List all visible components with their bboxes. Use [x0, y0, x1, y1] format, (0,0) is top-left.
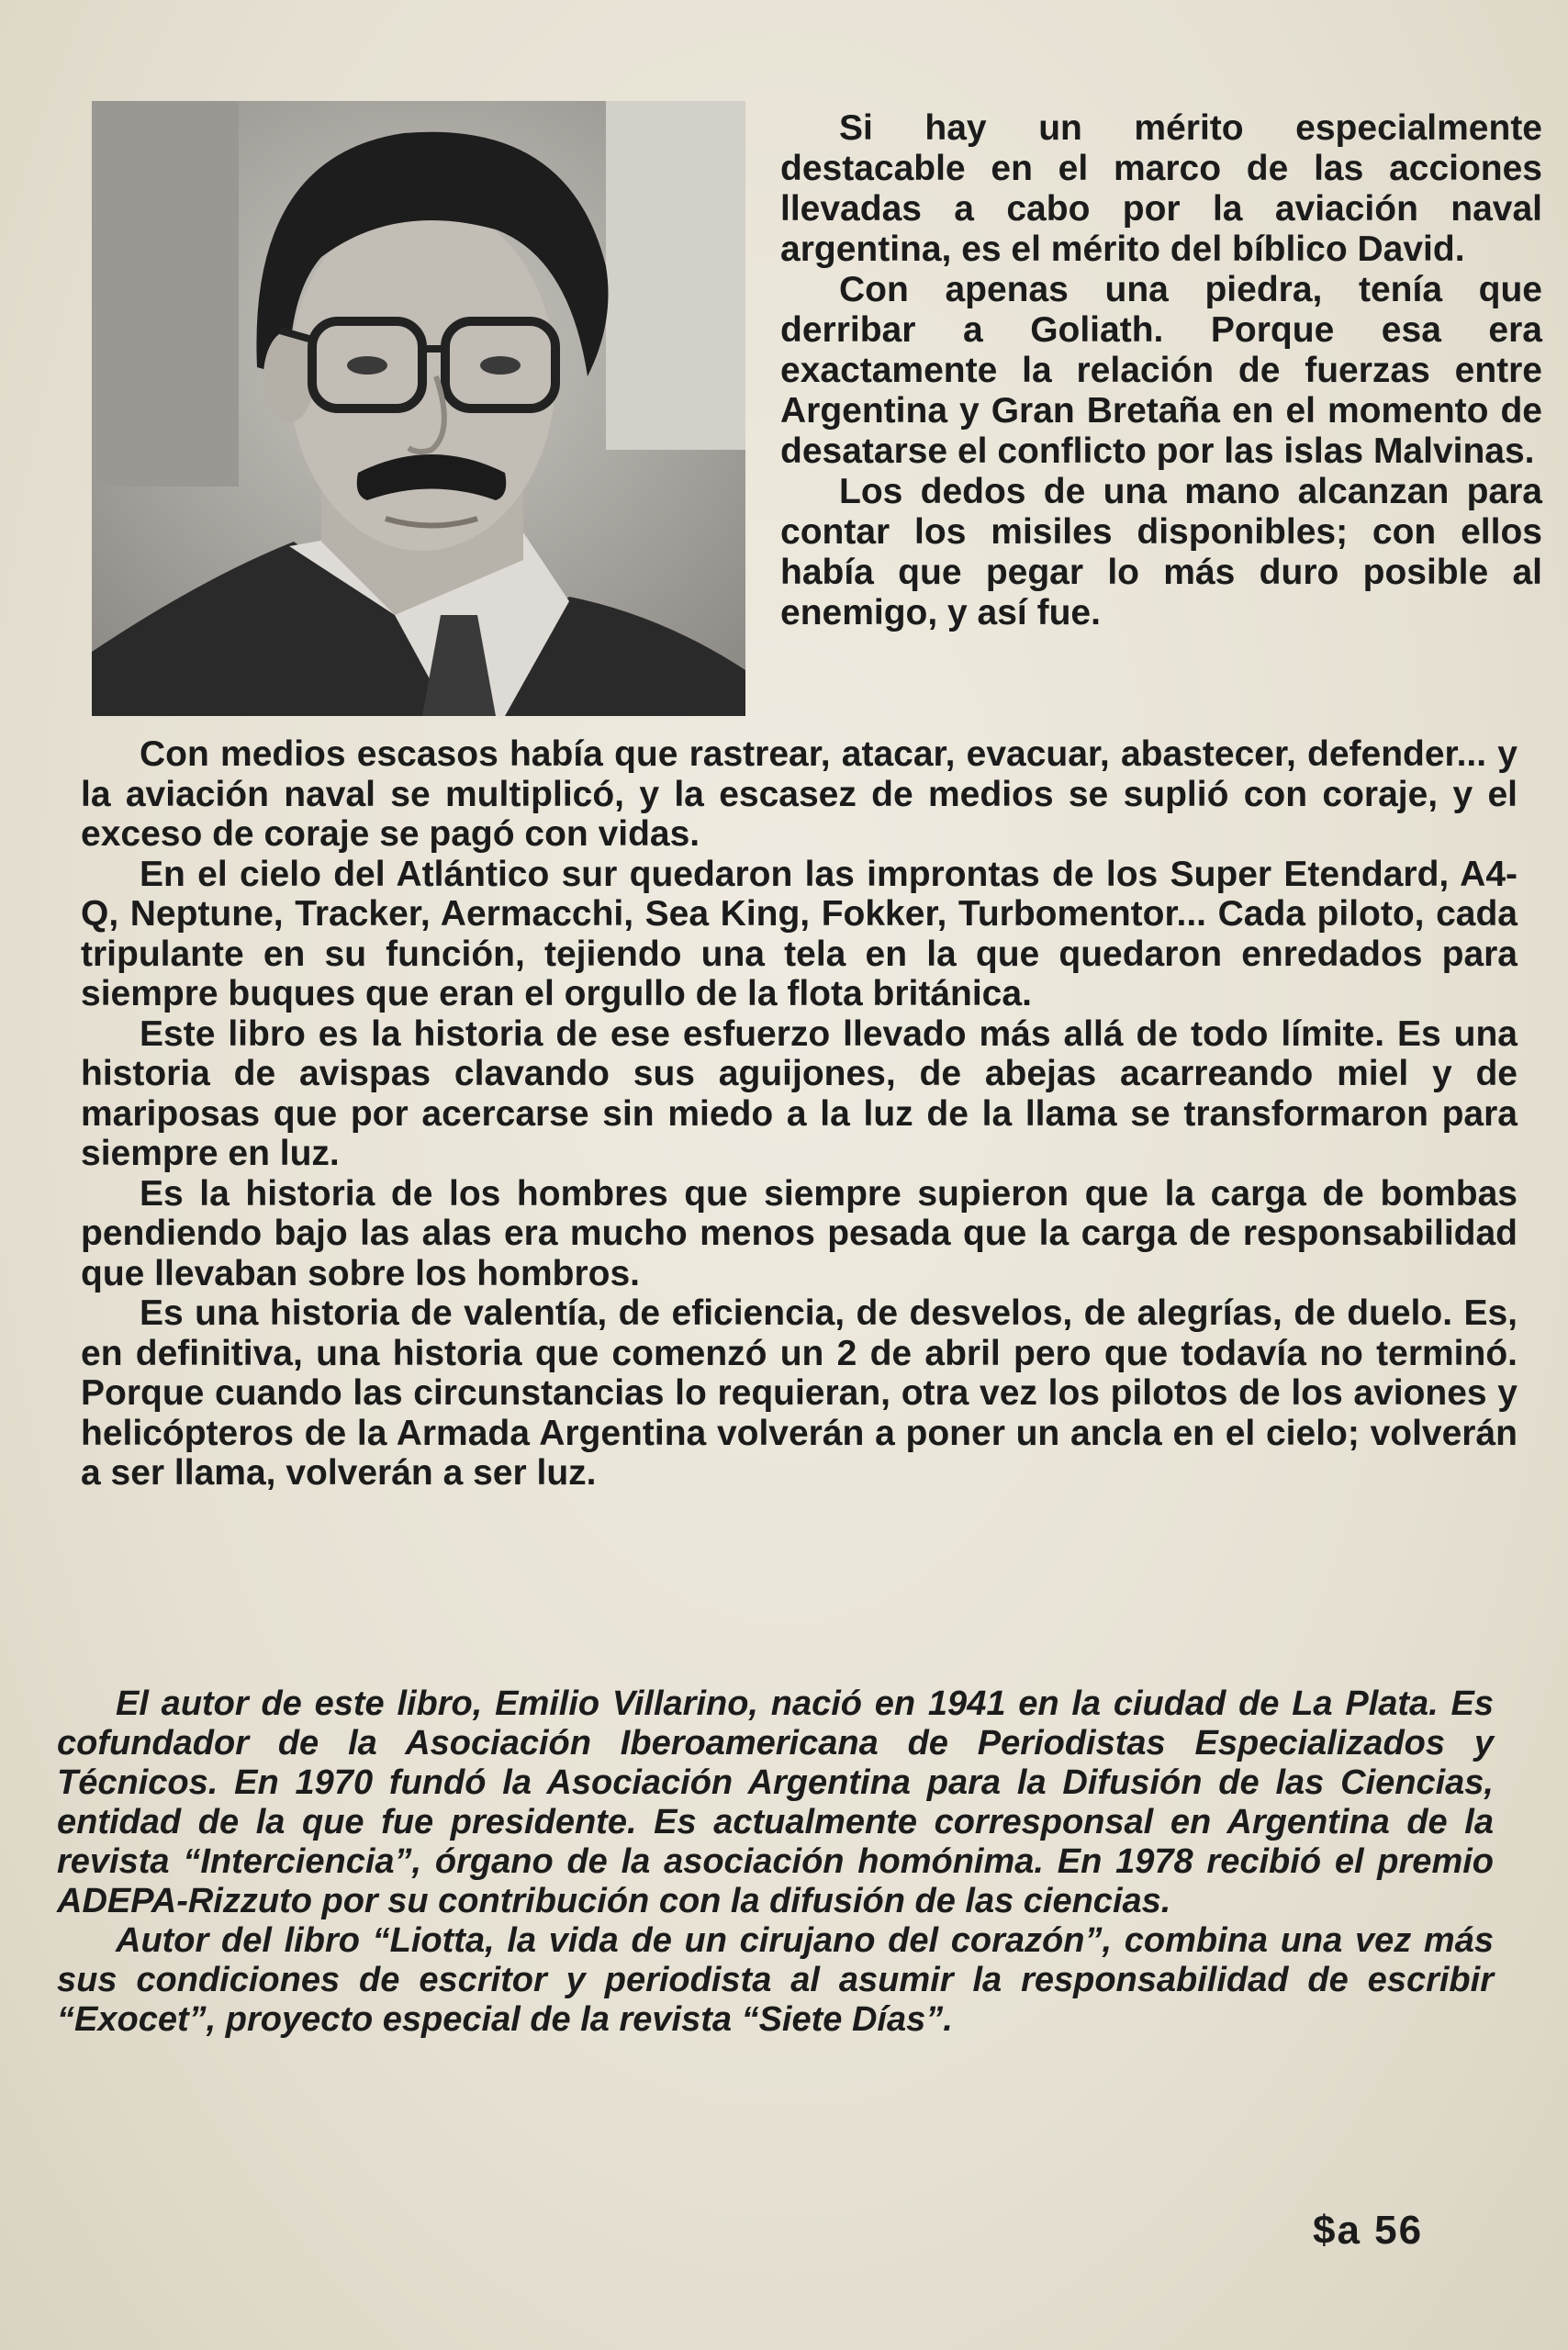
- price-label: $a 56: [1313, 2208, 1424, 2253]
- paragraph: Si hay un mérito especialmente destacable en el marco de las acciones llevadas a cabo por la aviación naval argentina, es el mérito del bíblico David.: [780, 108, 1542, 269]
- paragraph: El autor de este libro, Emilio Villarino, nació en 1941 en la ciudad de La Plata. Es cofundador de la Asociación Iberoamericana de Periodistas Especializados y Técnicos. En 1970 fundó la Asociación Argentina para la Difusión de las Ciencias, entidad de la que fue presidente. Es actualmente corresponsal en Argentina de la revista “Interciencia”, órgano de la asociación homónima. En 1978 recibió el premio ADEPA-Rizzuto por su contribución con la difusión de las ciencias.: [57, 1684, 1494, 1920]
- paragraph: En el cielo del Atlántico sur quedaron las improntas de los Super Etendard, A4-Q, Neptune, Tracker, Aermacchi, Sea King, Fokker, Turbomentor... Cada piloto, cada tripulante en su función, tejiendo una tela en la que quedaron enredados para siempre buques que eran el orgullo de la flota británica.: [81, 854, 1518, 1013]
- intro-column: [780, 108, 1542, 633]
- author-bio: [57, 1684, 1494, 2040]
- main-text: [81, 734, 1518, 1494]
- author-photo: [92, 101, 745, 716]
- paragraph: Es una historia de valentía, de eficiencia, de desvelos, de alegrías, de duelo. Es, en definitiva, una historia que comenzó un 2 de abril pero que todavía no terminó. Porque cuando las circunstancias lo requieran, otra vez los pilotos de los aviones y helicópteros de la Armada Argentina volverán a poner un ancla en el cielo; volverán a ser llama, volverán a ser luz.: [81, 1293, 1518, 1493]
- paragraph: Este libro es la historia de ese esfuerzo llevado más allá de todo límite. Es una historia de avispas clavando sus aguijones, de abejas acarreando miel y de mariposas que por acercarse sin miedo a la luz de la llama se transformaron para siempre en luz.: [81, 1013, 1518, 1173]
- paragraph: Los dedos de una mano alcanzan para contar los misiles disponibles; con ellos había que pegar lo más duro posible al enemigo, y así fue.: [780, 472, 1542, 632]
- paragraph: Con medios escasos había que rastrear, atacar, evacuar, abastecer, defender... y la aviación naval se multiplicó, y la escasez de medios se suplió con coraje, y el exceso de coraje se pagó con vidas.: [81, 734, 1518, 854]
- paragraph: Autor del libro “Liotta, la vida de un cirujano del corazón”, combina una vez más sus condiciones de escritor y periodista al asumir la responsabilidad de escribir “Exocet”, proyecto especial de la revista “Siete Días”.: [57, 1921, 1494, 2039]
- paragraph: Es la historia de los hombres que siempre supieron que la carga de bombas pendiendo bajo las alas era mucho menos pesada que la carga de responsabilidad que llevaban sobre los hombros.: [81, 1173, 1518, 1293]
- paragraph: Con apenas una piedra, tenía que derribar a Goliath. Porque esa era exactamente la relación de fuerzas entre Argentina y Gran Bretaña en el momento de desatarse el conflicto por las islas Malvinas.: [780, 270, 1542, 471]
- portrait-image: [92, 101, 745, 716]
